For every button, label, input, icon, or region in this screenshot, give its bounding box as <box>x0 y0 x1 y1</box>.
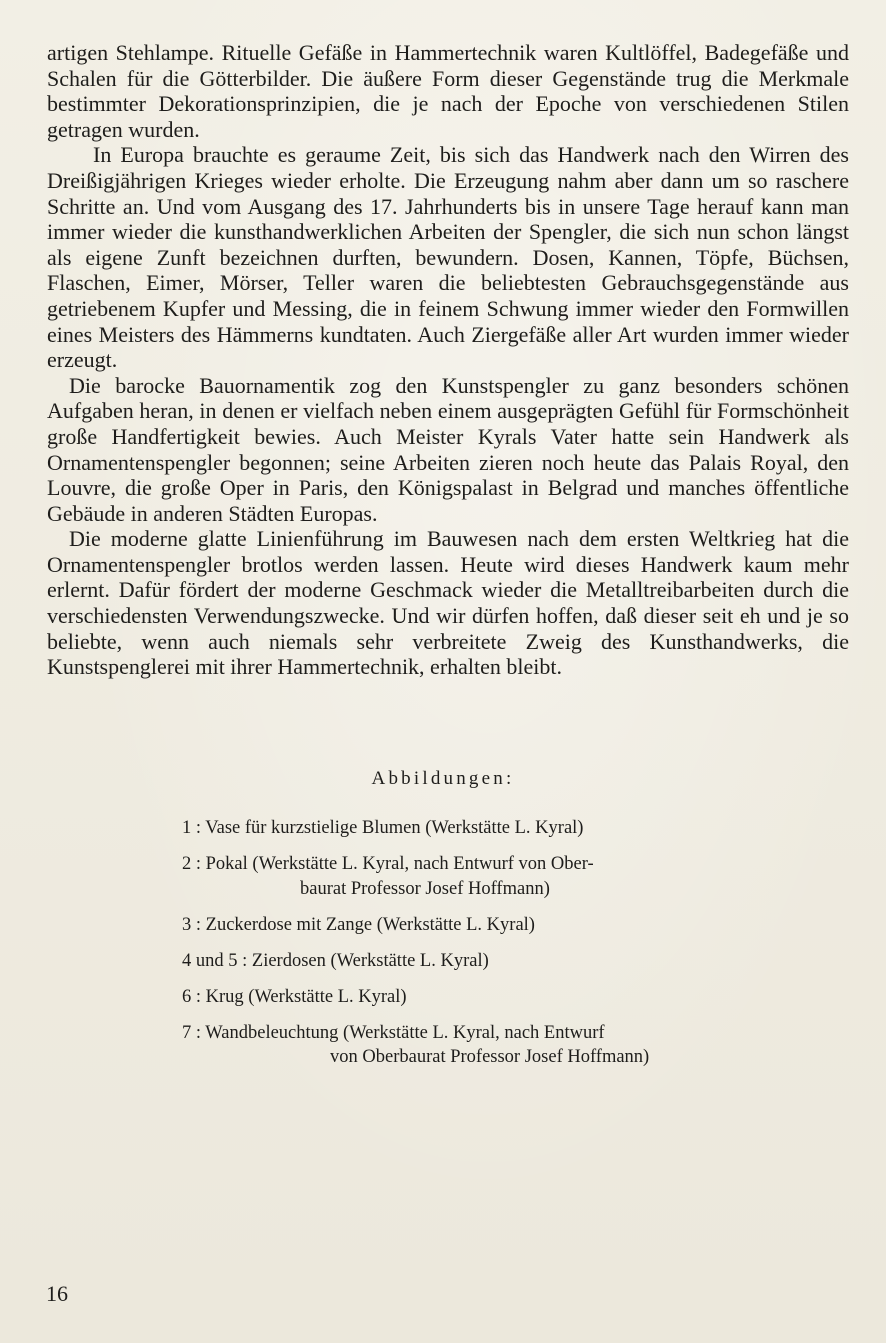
figure-caption-1 <box>182 816 742 841</box>
figure-caption-continuation: von Oberbaurat Professor Josef Hoffmann) <box>330 1047 650 1067</box>
figure-caption-5 <box>182 985 742 1010</box>
figure-caption-line: 4 und 5 : Zierdosen (Werkstätte L. Kyral) <box>182 950 489 971</box>
figure-caption-line: 1 : Vase für kurzstielige Blumen (Werkstätte L. Kyral) <box>182 818 584 838</box>
paragraph-2: In Europa brauchte es geraume Zeit, bis sich das Handwerk nach den Wirren des Dreißigjährigen Krieges wieder erholte. Die Erzeugung nahm aber dann um so raschere Schritte an. Und vom Ausgang des 17. Jahrhunderts bis in unsere Tage herauf kann man immer wieder die kunsthandwerklichen Arbeiten der Spengler, die sich nun schon längst als eigene Zunft bezeichnen durften, bewundern. Dosen, Kannen, Töpfe, Büchsen, Flaschen, Eimer, Mörser, Teller waren die beliebtesten Gebrauchsgegenstände aus getriebenem Kupfer und Messing, die in feinem Schwung immer wieder den Formwillen eines Meisters des Hämmerns kundtaten. Auch Ziergefäße aller Art wurden immer wieder erzeugt. <box>47 142 849 373</box>
paragraph-1: artigen Stehlampe. Rituelle Gefäße in Hammertechnik waren Kultlöffel, Badegefäße und Schalen für die Götterbilder. Die äußere Form dieser Gegenstände trug die Merkmale bestimmter Dekorationsprinzipien, die je nach der Epoche von verschiedenen Stilen getragen wurden. <box>47 40 849 142</box>
figure-caption-line: 6 : Krug (Werkstätte L. Kyral) <box>182 986 407 1007</box>
paragraph-3: Die barocke Bauornamentik zog den Kunstspengler zu ganz besonders schönen Aufgaben heran, in denen er vielfach neben einem ausgeprägten Gefühl für Formschönheit große Handfertigkeit bewies. Auch Meister Kyrals Vater hatte sein Handwerk als Ornamentenspengler begonnen; seine Arbeiten zieren noch heute das Palais Royal, den Louvre, die große Oper in Paris, den Königspalast in Belgrad und manches öffentliche Gebäude in anderen Städten Europas. <box>47 372 849 526</box>
paragraph-4: Die moderne glatte Linienführung im Bauwesen nach dem ersten Weltkrieg hat die Ornamentenspengler brotlos werden lassen. Heute wird dieses Handwerk kaum mehr erlernt. Dafür fördert der moderne Geschmack wieder die Metalltreibarbeiten durch die verschiedensten Verwendungszwecke. Und wir dürfen hoffen, daß dieser seit eh und je so beliebte, wenn auch niemals sehr verbreitete Zweig des Kunsthandwerks, die Kunstspenglerei mit ihrer Hammertechnik, erhalten bleibt. <box>47 526 849 680</box>
figure-caption-6 <box>182 1021 742 1070</box>
body-text <box>47 40 849 680</box>
figure-caption-4 <box>182 949 742 974</box>
figure-caption-line: 7 : Wandbeleuchtung (Werkstätte L. Kyral, nach Entwurf <box>182 1022 605 1043</box>
page-number: 16 <box>46 1281 68 1306</box>
figure-caption-line: 3 : Zuckerdose mit Zange (Werkstätte L. Kyral) <box>182 914 535 935</box>
figure-caption-list <box>182 816 742 1081</box>
figure-caption-3 <box>182 913 742 938</box>
figure-caption-2 <box>182 852 742 901</box>
figure-caption-line: 2 : Pokal (Werkstätte L. Kyral, nach Entwurf von Ober- <box>182 854 594 874</box>
figures-heading: Abbildungen: <box>371 768 515 789</box>
figure-caption-continuation: baurat Professor Josef Hoffmann) <box>300 878 550 899</box>
